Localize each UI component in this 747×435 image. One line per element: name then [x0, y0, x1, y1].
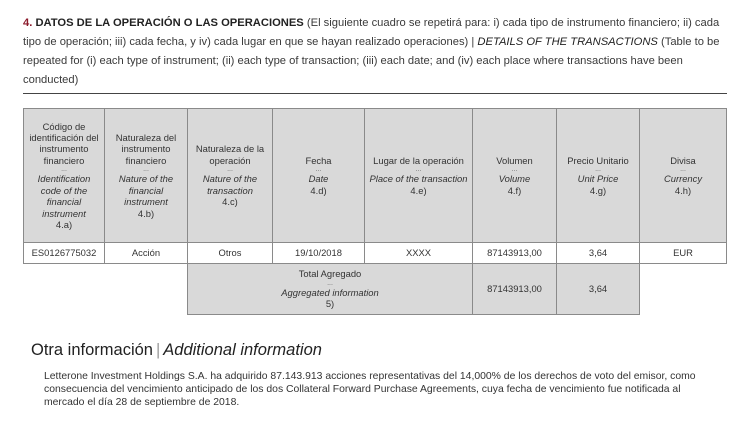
section-title-en: DETAILS OF THE TRANSACTIONS	[477, 36, 658, 48]
header-cell: Lugar de la operación ... Place of the transaction 4.e)	[365, 109, 473, 243]
instrument-nature-cell: Acción	[105, 243, 188, 264]
aggregate-volume-cell: 87143913,00	[473, 264, 557, 315]
volume-cell: 87143913,00	[473, 243, 557, 264]
unit-price-cell: 3,64	[557, 243, 640, 264]
table-row	[24, 243, 727, 264]
header-cell: Naturaleza del instrumento financiero ... Nature of the financial instrument 4.b)	[105, 109, 188, 243]
additional-info-title-es: Otra información	[31, 341, 153, 359]
additional-info-text: Letterone Investment Holdings S.A. ha adquirido 87.143.913 acciones representativas del 14,000% de los derechos de voto del emisor, como consecuencia del vencimiento anticipado de los dos Collateral Forward Purchase Agreements, cuya fecha de vencimiento fue notificada al mercado el día 28 de septiembre de 2018.	[44, 371, 696, 408]
currency-cell: EUR	[640, 243, 727, 264]
transactions-table	[23, 108, 727, 315]
header-cell: Volumen ... Volume 4.f)	[473, 109, 557, 243]
header-cell: Naturaleza de la operación ... Nature of the transaction 4.c)	[188, 109, 273, 243]
language-separator: |	[471, 36, 475, 48]
section-instructions-en: (Table to be repeated for (i) each type of instrument; (ii) each type of transaction; (iii) each date; and (iv) each place where transactions have been conducted)	[23, 36, 720, 86]
aggregate-label-cell: Total Agregado ... Aggregated information 5)	[188, 264, 473, 315]
aggregate-row	[24, 264, 727, 315]
additional-info-title	[31, 341, 322, 360]
isin-cell: ES0126775032	[24, 243, 105, 264]
transaction-nature-cell: Otros	[188, 243, 273, 264]
header-cell: Fecha ... Date 4.d)	[273, 109, 365, 243]
table-header-row	[24, 109, 727, 243]
title-separator: |	[155, 341, 161, 359]
header-cell: Código de identificación del instrumento financiero ... Identification code of the financial instrument 4.a)	[24, 109, 105, 243]
section-instructions-es: (El siguiente cuadro se repetirá para: i) cada tipo de instrumento financiero; ii) cada tipo de operación; iii) cada fecha, y iv) cada lugar en que se hayan realizado operaciones)	[23, 17, 720, 48]
aggregate-price-cell: 3,64	[557, 264, 640, 315]
date-cell: 19/10/2018	[273, 243, 365, 264]
place-cell: XXXX	[365, 243, 473, 264]
section-title-es: DATOS DE LA OPERACIÓN O LAS OPERACIONES	[35, 17, 304, 29]
section-divider	[23, 93, 727, 94]
header-cell: Precio Unitario ... Unit Price 4.g)	[557, 109, 640, 243]
section-number: 4.	[23, 17, 33, 29]
header-cell: Divisa ... Currency 4.h)	[640, 109, 727, 243]
additional-info-title-en: Additional information	[163, 341, 322, 359]
section-heading	[23, 14, 723, 90]
